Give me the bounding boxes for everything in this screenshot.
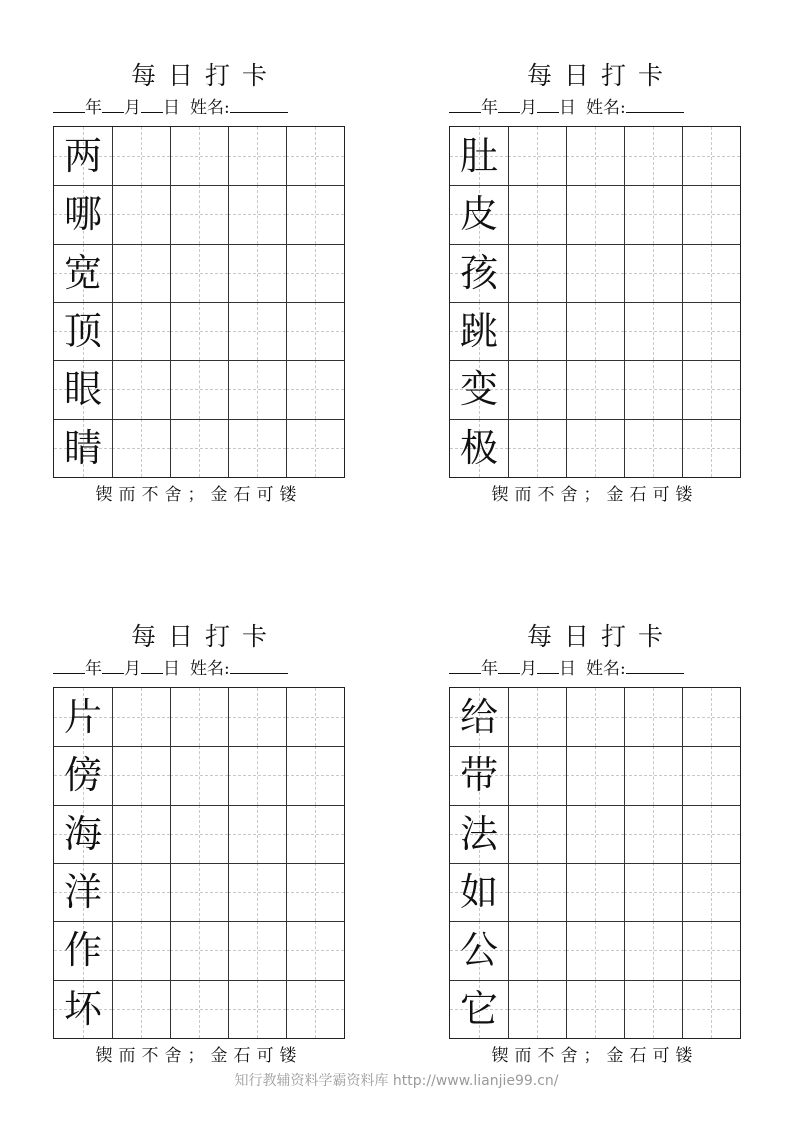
name-label: 姓名: xyxy=(586,659,626,679)
model-character: 宽 xyxy=(63,250,102,295)
model-character: 给 xyxy=(459,695,498,739)
date-name-line xyxy=(53,96,345,118)
practice-cell[interactable] xyxy=(228,185,286,243)
practice-cell[interactable] xyxy=(228,244,286,302)
practice-cell[interactable] xyxy=(682,746,740,804)
month-label: 月 xyxy=(124,659,141,679)
month-blank[interactable] xyxy=(498,657,520,674)
practice-cell[interactable] xyxy=(566,244,624,302)
model-char-cell xyxy=(450,746,508,804)
practice-cell[interactable] xyxy=(566,688,624,746)
practice-cell[interactable] xyxy=(566,360,624,418)
practice-cell[interactable] xyxy=(566,921,624,979)
model-char-cell xyxy=(54,921,112,979)
model-char-cell xyxy=(54,127,112,185)
practice-cell[interactable] xyxy=(228,921,286,979)
practice-cell[interactable] xyxy=(508,302,566,360)
model-char-cell xyxy=(54,746,112,804)
day-blank[interactable] xyxy=(141,96,163,113)
practice-cell[interactable] xyxy=(508,244,566,302)
practice-cell[interactable] xyxy=(228,302,286,360)
grid-row xyxy=(54,805,344,863)
grid-row xyxy=(54,360,344,418)
date-name-line xyxy=(449,657,741,679)
model-character: 作 xyxy=(63,928,102,973)
grid-row xyxy=(450,688,740,746)
date-name-line xyxy=(53,657,345,679)
practice-cell[interactable] xyxy=(624,360,682,418)
day-blank[interactable] xyxy=(141,657,163,674)
practice-cell[interactable] xyxy=(286,302,344,360)
practice-cell[interactable] xyxy=(112,185,170,243)
practice-cell[interactable] xyxy=(508,921,566,979)
grid-row xyxy=(54,688,344,746)
grid-row xyxy=(450,302,740,360)
practice-cell[interactable] xyxy=(228,688,286,746)
practice-cell[interactable] xyxy=(624,921,682,979)
practice-cell[interactable] xyxy=(286,921,344,979)
model-char-cell xyxy=(450,688,508,746)
model-character: 海 xyxy=(63,811,102,856)
practice-cell[interactable] xyxy=(170,419,228,477)
model-char-cell xyxy=(450,805,508,863)
practice-cell[interactable] xyxy=(566,805,624,863)
year-blank[interactable] xyxy=(449,657,481,674)
model-character: 孩 xyxy=(459,250,498,295)
year-label: 年 xyxy=(481,98,498,118)
model-character: 坏 xyxy=(63,986,102,1031)
practice-cell[interactable] xyxy=(112,419,170,477)
name-label: 姓名: xyxy=(190,98,230,118)
year-blank[interactable] xyxy=(53,96,85,113)
model-character: 公 xyxy=(459,928,498,973)
practice-cell[interactable] xyxy=(508,688,566,746)
practice-cell[interactable] xyxy=(624,127,682,185)
motto: 锲而不舍；金石可镂 xyxy=(491,485,699,505)
model-char-cell xyxy=(54,805,112,863)
practice-cell[interactable] xyxy=(682,244,740,302)
model-character: 带 xyxy=(459,753,498,798)
month-blank[interactable] xyxy=(102,657,124,674)
model-character: 肚 xyxy=(459,134,498,178)
practice-cell[interactable] xyxy=(112,360,170,418)
name-label: 姓名: xyxy=(586,98,626,118)
footer-watermark: 知行教辅资料学霸资料库 http://www.lianjie99.cn/ xyxy=(234,1073,559,1089)
practice-cell[interactable] xyxy=(286,185,344,243)
practice-cell[interactable] xyxy=(508,980,566,1038)
month-label: 月 xyxy=(520,98,537,118)
practice-cell[interactable] xyxy=(286,127,344,185)
practice-cell[interactable] xyxy=(508,127,566,185)
practice-cell[interactable] xyxy=(170,127,228,185)
year-label: 年 xyxy=(481,659,498,679)
model-character: 哪 xyxy=(63,192,102,237)
model-char-cell xyxy=(450,127,508,185)
model-char-cell xyxy=(54,302,112,360)
practice-cell[interactable] xyxy=(286,746,344,804)
grid-row xyxy=(54,419,344,477)
practice-cell[interactable] xyxy=(624,419,682,477)
practice-cell[interactable] xyxy=(624,863,682,921)
motto: 锲而不舍；金石可镂 xyxy=(491,1046,699,1066)
practice-cell[interactable] xyxy=(624,244,682,302)
writing-grid xyxy=(449,126,741,478)
practice-cell[interactable] xyxy=(228,127,286,185)
month-blank[interactable] xyxy=(102,96,124,113)
practice-cell[interactable] xyxy=(566,127,624,185)
name-label: 姓名: xyxy=(190,659,230,679)
model-character: 皮 xyxy=(459,192,498,237)
practice-cell[interactable] xyxy=(112,127,170,185)
writing-grid xyxy=(449,687,741,1039)
practice-cell[interactable] xyxy=(624,805,682,863)
practice-cell[interactable] xyxy=(170,185,228,243)
name-blank[interactable] xyxy=(230,96,288,113)
grid-row xyxy=(450,185,740,243)
practice-cell[interactable] xyxy=(112,805,170,863)
practice-cell[interactable] xyxy=(682,980,740,1038)
practice-cell[interactable] xyxy=(170,244,228,302)
practice-cell[interactable] xyxy=(682,921,740,979)
practice-cell[interactable] xyxy=(682,360,740,418)
model-char-cell xyxy=(54,980,112,1038)
practice-cell[interactable] xyxy=(682,419,740,477)
practice-cell[interactable] xyxy=(624,746,682,804)
grid-row xyxy=(450,746,740,804)
practice-cell[interactable] xyxy=(566,863,624,921)
grid-row xyxy=(54,244,344,302)
practice-cell[interactable] xyxy=(286,805,344,863)
model-character: 极 xyxy=(459,425,498,470)
grid-row xyxy=(54,746,344,804)
card-title: 每日打卡 xyxy=(526,622,675,651)
grid-row xyxy=(54,980,344,1038)
model-char-cell xyxy=(450,302,508,360)
model-char-cell xyxy=(450,980,508,1038)
writing-grid xyxy=(53,126,345,478)
model-character: 傍 xyxy=(63,753,102,798)
model-character: 如 xyxy=(459,870,498,914)
model-char-cell xyxy=(54,863,112,921)
model-character: 两 xyxy=(63,134,102,178)
grid-row xyxy=(450,921,740,979)
practice-cell[interactable] xyxy=(170,360,228,418)
day-label: 日 xyxy=(559,98,576,118)
month-blank[interactable] xyxy=(498,96,520,113)
practice-cell[interactable] xyxy=(682,185,740,243)
practice-cell[interactable] xyxy=(170,688,228,746)
practice-cell[interactable] xyxy=(112,921,170,979)
practice-cell[interactable] xyxy=(112,863,170,921)
year-blank[interactable] xyxy=(53,657,85,674)
practice-cell[interactable] xyxy=(682,302,740,360)
practice-cell[interactable] xyxy=(170,302,228,360)
practice-cell[interactable] xyxy=(112,244,170,302)
day-label: 日 xyxy=(559,659,576,679)
practice-cell[interactable] xyxy=(170,863,228,921)
card-title: 每日打卡 xyxy=(130,622,279,651)
model-char-cell xyxy=(54,185,112,243)
model-char-cell xyxy=(450,863,508,921)
grid-row xyxy=(450,360,740,418)
writing-grid xyxy=(53,687,345,1039)
model-char-cell xyxy=(450,244,508,302)
year-label: 年 xyxy=(85,659,102,679)
practice-cell[interactable] xyxy=(624,688,682,746)
practice-cell[interactable] xyxy=(566,746,624,804)
day-label: 日 xyxy=(163,659,180,679)
practice-cell[interactable] xyxy=(624,302,682,360)
practice-cell[interactable] xyxy=(170,805,228,863)
year-blank[interactable] xyxy=(449,96,481,113)
practice-cell[interactable] xyxy=(508,185,566,243)
practice-cell[interactable] xyxy=(508,863,566,921)
practice-cell[interactable] xyxy=(170,746,228,804)
day-label: 日 xyxy=(163,98,180,118)
practice-cell[interactable] xyxy=(228,360,286,418)
grid-row xyxy=(450,127,740,185)
practice-cell[interactable] xyxy=(508,360,566,418)
practice-cell[interactable] xyxy=(286,360,344,418)
model-character: 洋 xyxy=(63,870,102,914)
practice-cell[interactable] xyxy=(112,980,170,1038)
model-character: 它 xyxy=(459,986,498,1031)
name-blank[interactable] xyxy=(626,657,684,674)
practice-cell[interactable] xyxy=(624,980,682,1038)
practice-cell[interactable] xyxy=(566,980,624,1038)
day-blank[interactable] xyxy=(537,657,559,674)
practice-cell[interactable] xyxy=(566,185,624,243)
card-title: 每日打卡 xyxy=(526,61,675,90)
model-character: 片 xyxy=(63,695,102,739)
month-label: 月 xyxy=(520,659,537,679)
practice-cell[interactable] xyxy=(228,419,286,477)
grid-row xyxy=(54,863,344,921)
name-blank[interactable] xyxy=(626,96,684,113)
model-character: 顶 xyxy=(63,309,102,353)
practice-cell[interactable] xyxy=(682,688,740,746)
practice-cell[interactable] xyxy=(112,746,170,804)
grid-row xyxy=(450,980,740,1038)
motto: 锲而不舍；金石可镂 xyxy=(95,1046,303,1066)
model-character: 跳 xyxy=(459,309,498,353)
model-char-cell xyxy=(54,244,112,302)
model-char-cell xyxy=(450,360,508,418)
motto: 锲而不舍；金石可镂 xyxy=(95,485,303,505)
model-character: 法 xyxy=(459,811,498,856)
grid-row xyxy=(450,805,740,863)
model-character: 眼 xyxy=(63,367,102,412)
grid-row xyxy=(450,863,740,921)
grid-row xyxy=(450,244,740,302)
practice-cell[interactable] xyxy=(566,419,624,477)
practice-cell[interactable] xyxy=(286,980,344,1038)
practice-cell[interactable] xyxy=(228,980,286,1038)
practice-cell[interactable] xyxy=(624,185,682,243)
day-blank[interactable] xyxy=(537,96,559,113)
model-char-cell xyxy=(54,419,112,477)
grid-row xyxy=(54,921,344,979)
practice-cell[interactable] xyxy=(286,863,344,921)
practice-cell[interactable] xyxy=(286,419,344,477)
practice-cell[interactable] xyxy=(170,980,228,1038)
practice-cell[interactable] xyxy=(682,863,740,921)
card-title: 每日打卡 xyxy=(130,61,279,90)
practice-cell[interactable] xyxy=(112,688,170,746)
practice-cell[interactable] xyxy=(228,863,286,921)
practice-cell[interactable] xyxy=(508,805,566,863)
name-blank[interactable] xyxy=(230,657,288,674)
practice-cell[interactable] xyxy=(682,805,740,863)
practice-cell[interactable] xyxy=(682,127,740,185)
model-char-cell xyxy=(450,185,508,243)
grid-row xyxy=(54,185,344,243)
model-char-cell xyxy=(54,688,112,746)
practice-cell[interactable] xyxy=(286,244,344,302)
grid-row xyxy=(450,419,740,477)
practice-cell[interactable] xyxy=(508,746,566,804)
practice-cell[interactable] xyxy=(112,302,170,360)
year-label: 年 xyxy=(85,98,102,118)
model-char-cell xyxy=(450,921,508,979)
model-char-cell xyxy=(450,419,508,477)
model-character: 变 xyxy=(459,367,498,412)
model-char-cell xyxy=(54,360,112,418)
practice-cell[interactable] xyxy=(228,746,286,804)
practice-cell[interactable] xyxy=(566,302,624,360)
date-name-line xyxy=(449,96,741,118)
practice-cell[interactable] xyxy=(170,921,228,979)
practice-cell[interactable] xyxy=(286,688,344,746)
month-label: 月 xyxy=(124,98,141,118)
model-character: 睛 xyxy=(63,425,102,470)
grid-row xyxy=(54,302,344,360)
practice-cell[interactable] xyxy=(508,419,566,477)
grid-row xyxy=(54,127,344,185)
practice-cell[interactable] xyxy=(228,805,286,863)
